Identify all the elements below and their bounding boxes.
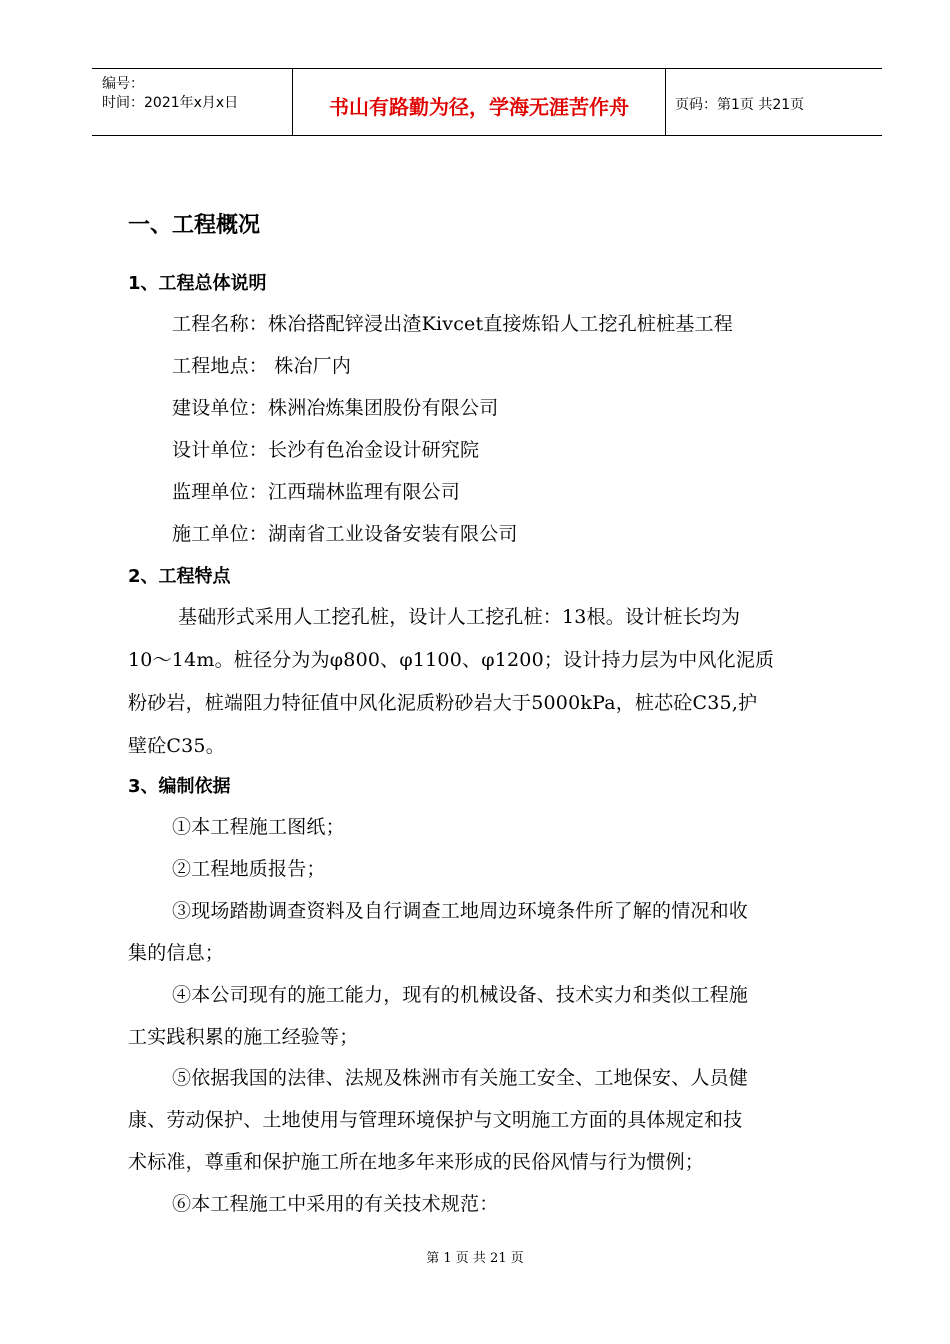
supervisor-line: 监理单位：江西瑞林监理有限公司 <box>172 481 461 503</box>
page-footer: 第 1 页 共 21 页 <box>426 1251 524 1266</box>
designer-line: 设计单位：长沙有色冶金设计研究院 <box>172 439 480 461</box>
owner-line: 建设单位：株洲冶炼集团股份有限公司 <box>172 397 499 419</box>
basis-item-1: ①本工程施工图纸； <box>172 816 345 838</box>
basis-item-3: ③现场踏勘调查资料及自行调查工地周边环境条件所了解的情况和收 <box>172 900 749 922</box>
basis-item-5-cont: 康、劳动保护、土地使用与管理环境保护与文明施工方面的具体规定和技 <box>128 1109 743 1131</box>
page-info: 页码：第1页 共21页 <box>675 97 805 113</box>
basis-item-6: ⑥本工程施工中采用的有关技术规范： <box>172 1193 499 1215</box>
subsection-title-3: 3、编制依据 <box>128 776 231 797</box>
basis-item-5-cont: 术标准，尊重和保护施工所在地多年来形成的民俗风情与行为惯例； <box>128 1151 705 1173</box>
basis-item-3-cont: 集的信息； <box>128 942 225 964</box>
time-label: 时间：2021年x月x日 <box>102 95 239 111</box>
motto: 书山有路勤为径，学海无涯苦作舟 <box>329 95 629 119</box>
subsection-title-2: 2、工程特点 <box>128 566 231 587</box>
basis-item-5: ⑤依据我国的法律、法规及株洲市有关施工安全、工地保安、人员健 <box>172 1067 749 1089</box>
project-name-line: 工程名称：株冶搭配锌浸出渣Kivcet直接炼铅人工挖孔桩桩基工程 <box>172 313 733 335</box>
header-motto-cell <box>292 69 666 135</box>
subsection-title-1: 1、工程总体说明 <box>128 273 267 294</box>
section-title: 一、工程概况 <box>128 213 261 238</box>
contractor-line: 施工单位：湖南省工业设备安装有限公司 <box>172 523 518 545</box>
page-header <box>92 68 882 136</box>
project-location-line: 工程地点： 株冶厂内 <box>172 355 352 377</box>
basis-item-4-cont: 工实践积累的施工经验等； <box>128 1026 359 1048</box>
feature-line: 壁砼C35。 <box>128 735 225 757</box>
feature-line: 粉砂岩，桩端阻力特征值中风化泥质粉砂岩大于5000kPa，桩芯砼C35,护 <box>128 692 758 714</box>
header-left-cell <box>92 69 292 135</box>
basis-item-2: ②工程地质报告； <box>172 858 326 880</box>
feature-line: 基础形式采用人工挖孔桩，设计人工挖孔桩：13根。设计桩长均为 <box>178 606 741 628</box>
number-label: 编号： <box>102 76 144 92</box>
header-right-cell <box>665 69 882 135</box>
feature-line: 10～14m。桩径分为为φ800、φ1100、φ1200；设计持力层为中风化泥质 <box>128 649 775 671</box>
basis-item-4: ④本公司现有的施工能力，现有的机械设备、技术实力和类似工程施 <box>172 984 749 1006</box>
